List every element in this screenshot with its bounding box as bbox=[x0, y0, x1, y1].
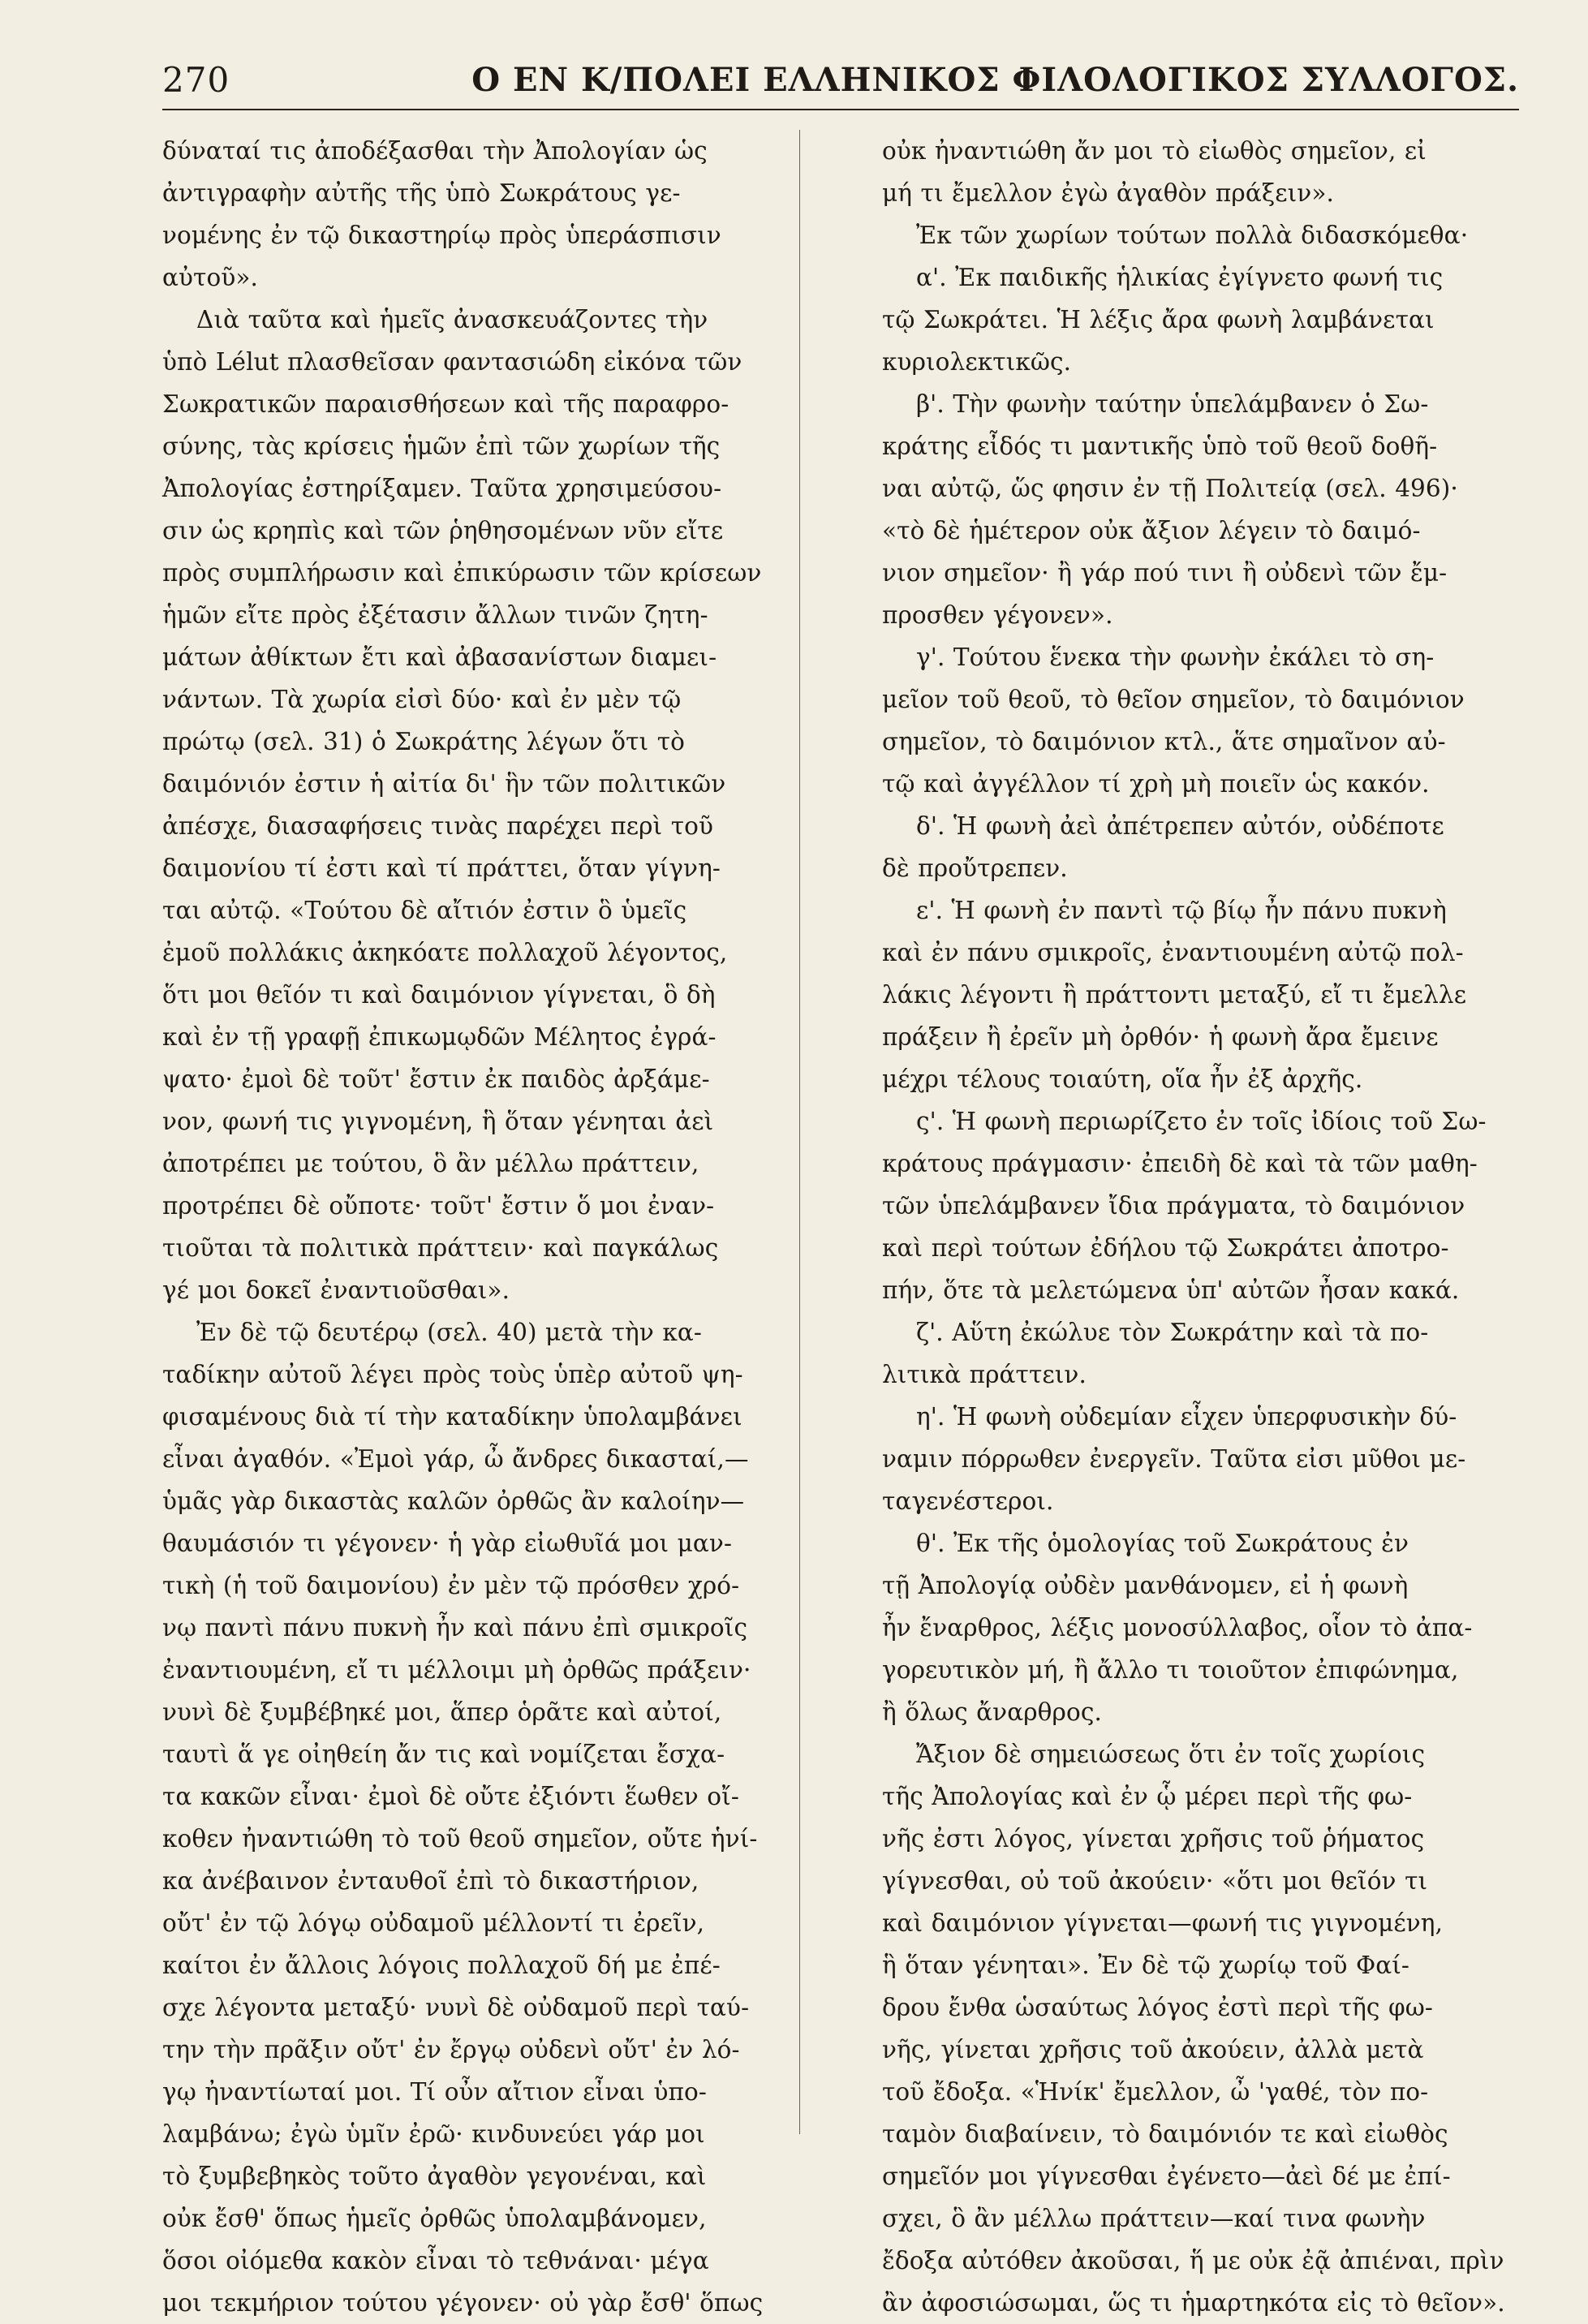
right-column-line: α'. Ἐκ παιδικῆς ἡλικίας ἐγίγνετο φωνή τις bbox=[916, 264, 1444, 291]
left-column-line: δύναταί τις ἀποδέξασθαι τὴν Ἀπολογίαν ὡς bbox=[162, 137, 708, 165]
left-column-line: νον, φωνή τις γιγνομένη, ἣ ὅταν γένηται ἀεὶ bbox=[162, 1108, 714, 1135]
left-column-line: Σωκρατικῶν παραισθήσεων καὶ τῆς παραφρο- bbox=[162, 390, 729, 418]
right-column-line: ἣ ὅταν γένηται». Ἐν δὲ τῷ χωρίῳ τοῦ Φαί- bbox=[882, 1952, 1409, 1979]
running-title: Ο ΕΝ Κ/ΠΟΛΕΙ ΕΛΛΗΝΙΚΟΣ ΦΙΛΟΛΟΓΙΚΟΣ ΣΥΛΛΟΓΟΣ. bbox=[471, 60, 1519, 99]
left-column-line: σιν ὡς κρηπὶς καὶ τῶν ῥηθησομένων νῦν εἴτε bbox=[162, 517, 724, 544]
right-column-line: προσθεν γέγονεν». bbox=[882, 601, 1113, 629]
left-column-line: τιοῦται τὰ πολιτικὰ πράττειν· καὶ παγκάλως bbox=[162, 1234, 719, 1262]
page-number: 270 bbox=[162, 59, 230, 100]
right-column-line: γ'. Τούτου ἕνεκα τὴν φωνὴν ἐκάλει τὸ ση- bbox=[916, 643, 1435, 671]
left-column-line: πρώτῳ (σελ. 31) ὁ Σωκράτης λέγων ὅτι τὸ bbox=[162, 728, 685, 755]
left-column-line: πρὸς συμπλήρωσιν καὶ ἐπικύρωσιν τῶν κρίσεων bbox=[162, 559, 762, 587]
right-column-line: ἔδοξα αὐτόθεν ἀκοῦσαι, ἥ με οὐκ ἐᾷ ἀπιέναι, πρὶν bbox=[882, 2247, 1504, 2275]
left-column-line: τικὴ (ἡ τοῦ δαιμονίου) ἐν μὲν τῷ πρόσθεν χρό- bbox=[162, 1572, 740, 1599]
right-column-line: μέχρι τέλους τοιαύτη, οἵα ἦν ἐξ ἀρχῆς. bbox=[882, 1065, 1363, 1093]
left-column-line: την τὴν πρᾶξιν οὔτ' ἐν ἔργῳ οὐδενὶ οὔτ' ἐν λό- bbox=[162, 2036, 740, 2064]
left-column-line: ὅτι μοι θεῖόν τι καὶ δαιμόνιον γίγνεται, ὃ δὴ bbox=[162, 981, 716, 1009]
left-column-line: δαιμονίου τί ἐστι καὶ τί πράττει, ὅταν γίγνη- bbox=[162, 854, 721, 882]
left-column-line: κα ἀνέβαινον ἐνταυθοῖ ἐπὶ τὸ δικαστήριον, bbox=[162, 1867, 699, 1895]
left-column-line: ὅσοι οἰόμεθα κακὸν εἶναι τὸ τεθνάναι· μέγα bbox=[162, 2247, 709, 2275]
left-column-line: τὸ ξυμβεβηκὸς τοῦτο ἀγαθὸν γεγονέναι, καὶ bbox=[162, 2163, 707, 2190]
right-column-line: πήν, ὅτε τὰ μελετώμενα ὑπ' αὐτῶν ἦσαν κακά. bbox=[882, 1276, 1460, 1304]
right-column-line: θ'. Ἐκ τῆς ὁμολογίας τοῦ Σωκράτους ἐν bbox=[916, 1530, 1409, 1557]
right-column bbox=[882, 130, 1519, 2324]
left-column-line: ἀπέσχε, διασαφήσεις τινὰς παρέχει περὶ τοῦ bbox=[162, 812, 714, 840]
left-column-line: νάντων. Τὰ χωρία εἰσὶ δύο· καὶ ἐν μὲν τῷ bbox=[162, 686, 682, 713]
left-column bbox=[162, 130, 799, 2324]
right-column-line: ταγενέστεροι. bbox=[882, 1487, 1054, 1515]
right-column-line: τῷ καὶ ἀγγέλλον τί χρὴ μὴ ποιεῖν ὡς κακόν. bbox=[882, 770, 1430, 798]
right-column-line: σχει, ὃ ἂν μέλλω πράττειν—καί τινα φωνὴν bbox=[882, 2205, 1426, 2232]
left-column-line: νυνὶ δὲ ξυμβέβηκέ μοι, ἅπερ ὁρᾶτε καὶ αὐτοί, bbox=[162, 1698, 722, 1726]
right-column-line: τοῦ ἔδοξα. «Ἡνίκ' ἔμελλον, ὦ 'γαθέ, τὸν πο- bbox=[882, 2078, 1429, 2106]
right-column-line: ς'. Ἡ φωνὴ περιωρίζετο ἐν τοῖς ἰδίοις τοῦ Σω- bbox=[916, 1108, 1487, 1135]
left-column-line: λαμβάνω; ἐγὼ ὑμῖν ἐρῶ· κινδυνεύει γάρ μοι bbox=[162, 2120, 705, 2148]
left-column-line: εἶναι ἀγαθόν. «Ἐμοὶ γάρ, ὦ ἄνδρες δικασταί,— bbox=[162, 1445, 749, 1473]
right-column-line: τῷ Σωκράτει. Ἡ λέξις ἄρα φωνὴ λαμβάνεται bbox=[882, 306, 1435, 334]
left-column-line: ἐμοῦ πολλάκις ἀκηκόατε πολλαχοῦ λέγοντος, bbox=[162, 939, 728, 966]
right-column-line: ταμὸν διαβαίνειν, τὸ δαιμόνιόν τε καὶ εἰωθὸς bbox=[882, 2120, 1448, 2148]
right-column-line: λιτικὰ πράττειν. bbox=[882, 1361, 1087, 1388]
right-column-line: β'. Τὴν φωνὴν ταύτην ὑπελάμβανεν ὁ Σω- bbox=[916, 390, 1429, 418]
left-column-line: αὐτοῦ». bbox=[162, 264, 258, 291]
right-column-line: «τὸ δὲ ἡμέτερον οὐκ ἄξιον λέγειν τὸ δαιμό- bbox=[882, 517, 1421, 544]
left-column-line: ἐναντιουμένη, εἴ τι μέλλοιμι μὴ ὀρθῶς πράξειν· bbox=[162, 1656, 751, 1684]
left-column-line: μοι τεκμήριον τούτου γέγονεν· οὐ γὰρ ἔσθ' ὅπως bbox=[162, 2289, 764, 2317]
right-column-line: ε'. Ἡ φωνὴ ἐν παντὶ τῷ βίῳ ἦν πάνυ πυκνὴ bbox=[916, 897, 1447, 924]
right-column-line: μή τι ἔμελλον ἐγὼ ἀγαθὸν πράξειν». bbox=[882, 179, 1334, 207]
right-column-line: ἢ ὅλως ἄναρθρος. bbox=[882, 1698, 1102, 1726]
left-column-line: ταδίκην αὐτοῦ λέγει πρὸς τοὺς ὑπὲρ αὐτοῦ ψη- bbox=[162, 1361, 743, 1388]
left-column-line: ἀντιγραφὴν αὐτῆς τῆς ὑπὸ Σωκράτους γε- bbox=[162, 179, 681, 207]
right-column-line: Ἐκ τῶν χωρίων τούτων πολλὰ διδασκόμεθα· bbox=[916, 222, 1469, 249]
right-column-line: πράξειν ἢ ἐρεῖν μὴ ὀρθόν· ἡ φωνὴ ἄρα ἔμεινε bbox=[882, 1023, 1439, 1051]
left-column-line: ἡμῶν εἴτε πρὸς ἐξέτασιν ἄλλων τινῶν ζητη- bbox=[162, 601, 708, 629]
right-column-line: ἂν ἀφοσιώσωμαι, ὥς τι ἡμαρτηκότα εἰς τὸ θεῖον». bbox=[882, 2289, 1505, 2317]
left-column-line: τα κακῶν εἶναι· ἐμοὶ δὲ οὔτε ἐξιόντι ἕωθεν οἴ- bbox=[162, 1783, 739, 1810]
left-column-line: μάτων ἀθίκτων ἔτι καὶ ἀβασανίστων διαμει- bbox=[162, 643, 717, 671]
right-column-line: λάκις λέγοντι ἢ πράττοντι μεταξύ, εἴ τι ἔμελλε bbox=[882, 981, 1467, 1009]
right-column-line: δὲ προὔτρεπεν. bbox=[882, 854, 1068, 882]
left-column-line: ἀποτρέπει με τούτου, ὃ ἂν μέλλω πράττειν, bbox=[162, 1150, 699, 1177]
left-column-line: ταυτὶ ἅ γε οἰηθείη ἄν τις καὶ νομίζεται ἔσχα- bbox=[162, 1741, 725, 1768]
right-column-line: ναι αὐτῷ, ὥς φησιν ἐν τῇ Πολιτείᾳ (σελ. 496)· bbox=[882, 475, 1458, 502]
right-column-line: κυριολεκτικῶς. bbox=[882, 348, 1072, 376]
right-column-line: σημεῖόν μοι γίγνεσθαι ἐγένετο—ἀεὶ δέ με ἐπί- bbox=[882, 2163, 1451, 2190]
text-columns bbox=[162, 130, 1519, 2317]
left-column-line: Ἀπολογίας ἐστηρίξαμεν. Ταῦτα χρησιμεύσου- bbox=[162, 475, 722, 502]
right-column-line: ἦν ἔναρθρος, λέξις μονοσύλλαβος, οἷον τὸ ἀπα- bbox=[882, 1614, 1473, 1642]
right-column-line: γίγνεσθαι, οὐ τοῦ ἀκούειν· «ὅτι μοι θεῖόν τι bbox=[882, 1867, 1428, 1895]
right-column-line: τῆς Ἀπολογίας καὶ ἐν ᾧ μέρει περὶ τῆς φω- bbox=[882, 1783, 1413, 1810]
right-column-line: καὶ δαιμόνιον γίγνεται—φωνή τις γιγνομένη, bbox=[882, 1909, 1444, 1937]
left-column-line: Ἐν δὲ τῷ δευτέρῳ (σελ. 40) μετὰ τὴν κα- bbox=[196, 1319, 702, 1346]
right-column-line: ναμιν πόρρωθεν ἐνεργεῖν. Ταῦτα εἰσι μῦθοι με- bbox=[882, 1445, 1466, 1473]
right-column-line: κράτης εἶδός τι μαντικῆς ὑπὸ τοῦ θεοῦ δοθῆ- bbox=[882, 433, 1438, 460]
right-column-line: τῶν ὑπελάμβανεν ἴδια πράγματα, τὸ δαιμόνιον bbox=[882, 1192, 1465, 1220]
right-column-line: ζ'. Αὕτη ἐκώλυε τὸν Σωκράτην καὶ τὰ πο- bbox=[916, 1319, 1429, 1346]
left-column-line: θαυμάσιόν τι γέγονεν· ἡ γὰρ εἰωθυῖά μοι μαν- bbox=[162, 1530, 733, 1557]
left-column-line: δαιμόνιόν ἐστιν ἡ αἰτία δι' ἣν τῶν πολιτικῶν bbox=[162, 770, 726, 798]
left-column-line: σχε λέγοντα μεταξύ· νυνὶ δὲ οὐδαμοῦ περὶ ταύ- bbox=[162, 1994, 750, 2021]
left-column-line: γέ μοι δοκεῖ ἐναντιοῦσθαι». bbox=[162, 1276, 510, 1304]
right-column-line: Ἄξιον δὲ σημειώσεως ὅτι ἐν τοῖς χωρίοις bbox=[916, 1741, 1426, 1768]
left-column-line: προτρέπει δὲ οὔποτε· τοῦτ' ἔστιν ὅ μοι ἐναν- bbox=[162, 1192, 715, 1220]
right-column-line: γορευτικὸν μή, ἢ ἄλλο τι τοιοῦτον ἐπιφώνημα, bbox=[882, 1656, 1459, 1684]
left-column-line: φισαμένους διὰ τί τὴν καταδίκην ὑπολαμβάνει bbox=[162, 1403, 742, 1431]
page-header bbox=[162, 50, 1519, 110]
right-column-line: καὶ ἐν πάνυ σμικροῖς, ἐναντιουμένη αὐτῷ πολ- bbox=[882, 939, 1464, 966]
left-column-line: καὶ ἐν τῇ γραφῇ ἐπικωμῳδῶν Μέλητος ἐγρά- bbox=[162, 1023, 717, 1051]
right-column-line: καὶ περὶ τούτων ἐδήλου τῷ Σωκράτει ἀποτρο- bbox=[882, 1234, 1449, 1262]
right-column-line: δρου ἔνθα ὡσαύτως λόγος ἐστὶ περὶ τῆς φω- bbox=[882, 1994, 1433, 2021]
left-column-line: κοθεν ἠναντιώθη τὸ τοῦ θεοῦ σημεῖον, οὔτε ἡνί- bbox=[162, 1825, 758, 1853]
left-column-line: ὑμᾶς γὰρ δικαστὰς καλῶν ὀρθῶς ἂν καλοίην— bbox=[162, 1487, 745, 1515]
left-column-line: καίτοι ἐν ἄλλοις λόγοις πολλαχοῦ δή με ἐπέ- bbox=[162, 1952, 721, 1979]
right-column-line: νιον σημεῖον· ἢ γάρ πού τινι ἢ οὐδενὶ τῶν ἔμ- bbox=[882, 559, 1448, 587]
right-column-line: νῆς, γίνεται χρῆσις τοῦ ἀκούειν, ἀλλὰ μετὰ bbox=[882, 2036, 1424, 2064]
left-column-line: οὐκ ἔσθ' ὅπως ἡμεῖς ὀρθῶς ὑπολαμβάνομεν, bbox=[162, 2205, 707, 2232]
right-column-line: οὐκ ἠναντιώθη ἄν μοι τὸ εἰωθὸς σημεῖον, εἰ bbox=[882, 137, 1427, 165]
right-column-line: η'. Ἡ φωνὴ οὐδεμίαν εἶχεν ὑπερφυσικὴν δύ- bbox=[916, 1403, 1457, 1431]
left-column-line: νῳ παντὶ πάνυ πυκνὴ ἦν καὶ πάνυ ἐπὶ σμικροῖς bbox=[162, 1614, 748, 1642]
left-column-line: ται αὐτῷ. «Τούτου δὲ αἴτιόν ἐστιν ὃ ὑμεῖς bbox=[162, 897, 687, 924]
left-column-line: οὔτ' ἐν τῷ λόγῳ οὐδαμοῦ μέλλοντί τι ἐρεῖν, bbox=[162, 1909, 705, 1937]
left-column-line: σύνης, τὰς κρίσεις ἡμῶν ἐπὶ τῶν χωρίων τῆς bbox=[162, 433, 721, 460]
right-column-line: νῆς ἐστι λόγος, γίνεται χρῆσις τοῦ ῥήματος bbox=[882, 1825, 1425, 1853]
right-column-line: σημεῖον, τὸ δαιμόνιον κτλ., ἅτε σημαῖνον αὐ- bbox=[882, 728, 1446, 755]
right-column-line: κράτους πράγμασιν· ἐπειδὴ δὲ καὶ τὰ τῶν μαθη- bbox=[882, 1150, 1478, 1177]
left-column-line: ὑπὸ Lélut πλασθεῖσαν φαντασιώδη εἰκόνα τῶν bbox=[162, 348, 742, 376]
right-column-line: δ'. Ἡ φωνὴ ἀεὶ ἀπέτρεπεν αὐτόν, οὐδέποτε bbox=[916, 812, 1444, 840]
left-column-line: ψατο· ἐμοὶ δὲ τοῦτ' ἔστιν ἐκ παιδὸς ἀρξάμε- bbox=[162, 1065, 710, 1093]
right-column-line: τῇ Ἀπολογίᾳ οὐδὲν μανθάνομεν, εἰ ἡ φωνὴ bbox=[882, 1572, 1409, 1599]
left-column-line: νομένης ἐν τῷ δικαστηρίῳ πρὸς ὑπεράσπισιν bbox=[162, 222, 721, 249]
right-column-line: μεῖον τοῦ θεοῦ, τὸ θεῖον σημεῖον, τὸ δαιμόνιον bbox=[882, 686, 1465, 713]
left-column-line: γῳ ἠναντίωταί μοι. Τί οὖν αἴτιον εἶναι ὑπο- bbox=[162, 2078, 707, 2106]
left-column-line: Διὰ ταῦτα καὶ ἡμεῖς ἀνασκευάζοντες τὴν bbox=[196, 306, 708, 334]
